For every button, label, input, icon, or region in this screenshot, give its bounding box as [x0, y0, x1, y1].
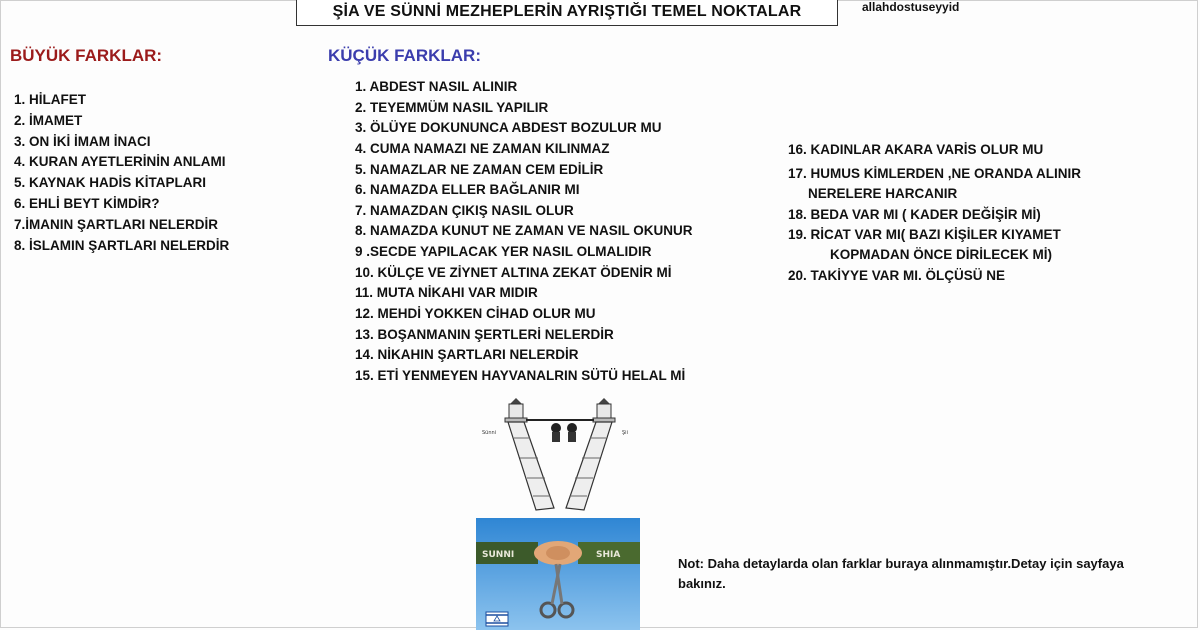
- list-item: 6. EHLİ BEYT KİMDİR?: [14, 195, 160, 211]
- list-item-text: 19. RİCAT VAR MI( BAZI KİŞİLER KIYAMET: [788, 227, 1061, 242]
- list-item: 12. MEHDİ YOKKEN CİHAD OLUR MU: [355, 306, 596, 322]
- big-differences-list: [14, 90, 229, 256]
- list-item-text: 20. TAKİYYE VAR MI. ÖLÇÜSÜ NE: [788, 268, 1006, 283]
- handshake-photo: [476, 518, 640, 630]
- list-item: 14. NİKAHIN ŞARTLARI NELERDİR: [355, 347, 579, 363]
- list-item: 3. ON İKİ İMAM İNACI: [14, 133, 151, 149]
- list-item: 2. TEYEMMÜM NASIL YAPILIR: [355, 99, 549, 115]
- list-item: 2. İMAMET: [14, 112, 83, 128]
- list-item: 5. KAYNAK HADİS KİTAPLARI: [14, 175, 207, 191]
- small-differences-heading: KÜÇÜK FARKLAR:: [328, 46, 481, 65]
- minarets-cartoon: [476, 398, 644, 516]
- list-item: 4. KURAN AYETLERİNİN ANLAMI: [14, 154, 226, 170]
- list-item: 13. BOŞANMANIN ŞERTLERİ NELERDİR: [355, 326, 614, 342]
- list-item: [788, 164, 1081, 204]
- list-item: [788, 205, 1081, 225]
- list-item-continuation: NERELERE HARCANIR: [808, 186, 958, 201]
- list-item-text: 16. KADINLAR AKARA VARİS OLUR MU: [788, 142, 1044, 157]
- list-item-text: 18. BEDA VAR MI ( KADER DEĞİŞİR Mİ): [788, 207, 1041, 222]
- list-item: 9 .SECDE YAPILACAK YER NASIL OLMALIDIR: [355, 244, 652, 260]
- photo-label-right: SHIA: [596, 550, 621, 560]
- list-item: 1. HİLAFET: [14, 92, 87, 107]
- list-item: [788, 225, 1081, 265]
- cartoon-label-right: Şii: [622, 430, 628, 436]
- list-item: 15. ETİ YENMEYEN HAYVANALRIN SÜTÜ HELAL Mİ: [355, 367, 686, 383]
- list-item: 11. MUTA NİKAHI VAR MIDIR: [355, 285, 538, 301]
- page-title: ŞİA VE SÜNNİ MEZHEPLERİN AYRIŞTIĞI TEMEL NOKTALAR: [296, 0, 838, 26]
- list-item: 1. ABDEST NASIL ALINIR: [355, 79, 518, 94]
- list-item: 10. KÜLÇE VE ZİYNET ALTINA ZEKAT ÖDENİR Mİ: [355, 264, 672, 280]
- list-item-continuation: KOPMADAN ÖNCE DİRİLECEK Mİ): [830, 247, 1052, 262]
- small-differences-list-continued: [788, 140, 1081, 286]
- list-item: [788, 140, 1081, 160]
- list-item: 5. NAMAZLAR NE ZAMAN CEM EDİLİR: [355, 161, 604, 177]
- list-item: 8. NAMAZDA KUNUT NE ZAMAN VE NASIL OKUNUR: [355, 223, 693, 239]
- list-item: 8. İSLAMIN ŞARTLARI NELERDİR: [14, 237, 230, 253]
- small-differences-list: [355, 77, 693, 387]
- cartoon-label-left: Sünni: [482, 430, 497, 436]
- list-item: 7. NAMAZDAN ÇIKIŞ NASIL OLUR: [355, 202, 574, 218]
- footnote: Not: Daha detaylarda olan farklar buraya alınmamıştır.Detay için sayfaya bakınız.: [678, 556, 1124, 591]
- list-item: [788, 266, 1081, 286]
- list-item: 4. CUMA NAMAZI NE ZAMAN KILINMAZ: [355, 140, 610, 156]
- list-item-text: 17. HUMUS KİMLERDEN ,NE ORANDA ALINIR: [788, 166, 1082, 181]
- list-item: 7.İMANIN ŞARTLARI NELERDİR: [14, 216, 219, 232]
- big-differences-heading: BÜYÜK FARKLAR:: [10, 46, 163, 65]
- list-item: 6. NAMAZDA ELLER BAĞLANIR MI: [355, 182, 580, 198]
- photo-label-left: SUNNI: [482, 550, 515, 560]
- author-name: allahdostuseyyid: [862, 0, 960, 14]
- list-item: 3. ÖLÜYE DOKUNUNCA ABDEST BOZULUR MU: [355, 120, 662, 136]
